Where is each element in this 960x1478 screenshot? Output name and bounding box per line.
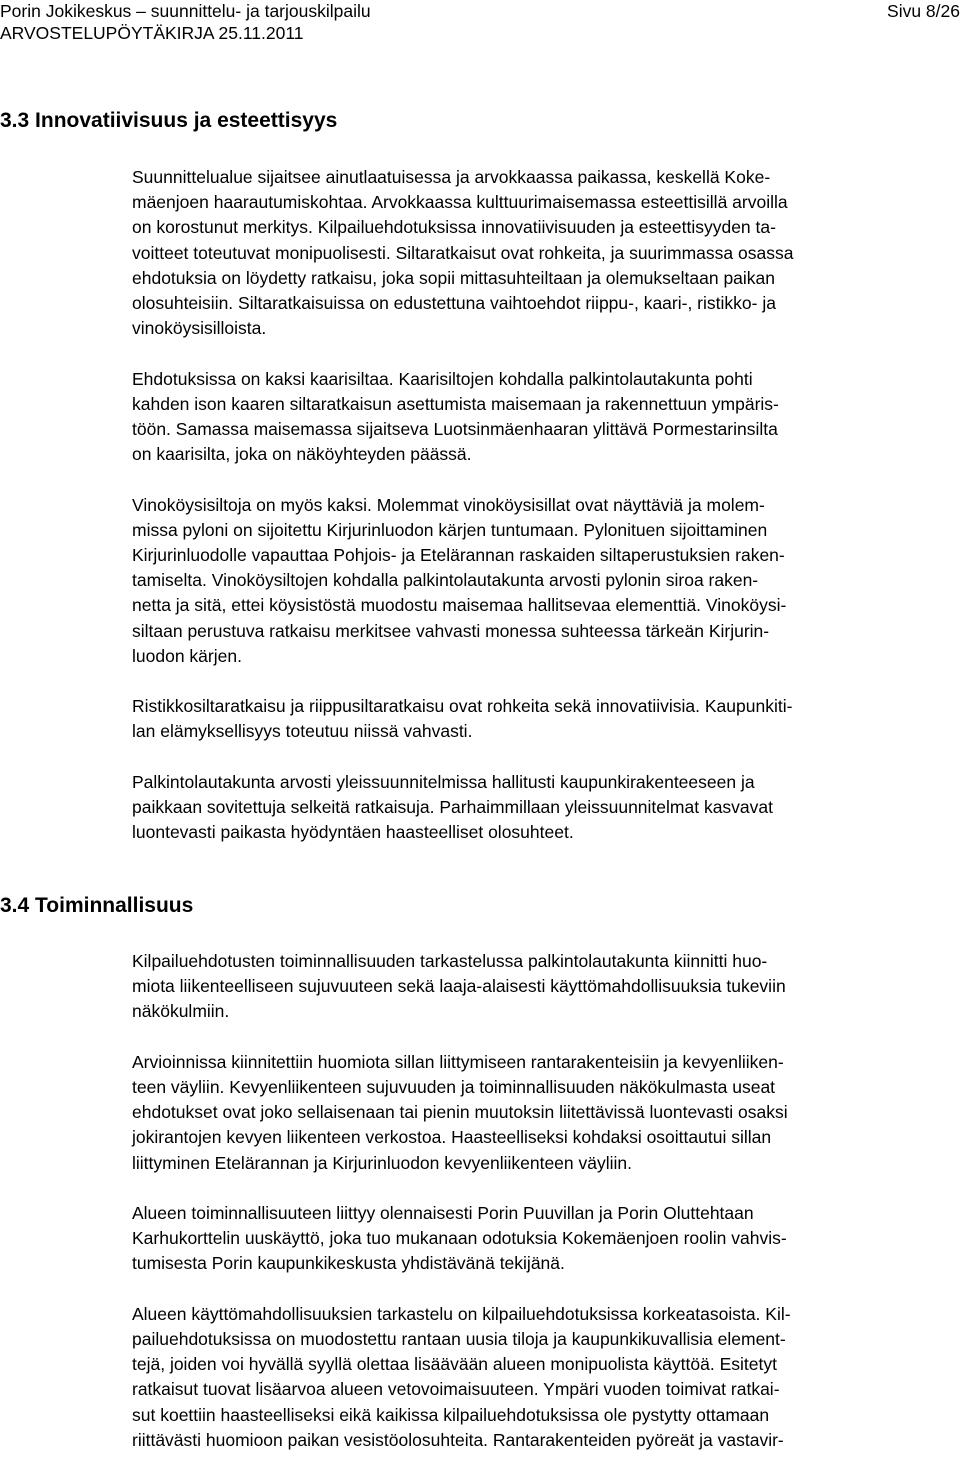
text-line: töön. Samassa maisemassa sijaitseva Luotsinmäenhaaran ylittävä Pormestarinsilta (132, 419, 778, 440)
text-line: Ristikkosiltaratkaisu ja riippusiltaratkaisu ovat rohkeita sekä innovatiivisia. Kaupunkiti- (132, 696, 793, 717)
header-line-1 (0, 0, 960, 22)
text-line: tejä, joiden voi hyvällä syyllä olettaa lisäävään alueen monipuolista käyttöä. Esitetyt (132, 1354, 777, 1375)
text-line: ratkaisut tuovat lisäarvoa alueen vetovoimaisuuteen. Ympäri vuoden toimivat ratkai- (132, 1379, 780, 1400)
text-line: Alueen toiminnallisuuteen liittyy olennaisesti Porin Puuvillan ja Porin Oluttehtaan (132, 1203, 754, 1223)
text-line: pailuehdotuksissa on muodostettu rantaan uusia tiloja ja kaupunkikuvallisia element- (132, 1329, 786, 1349)
text-line: ehdotuksia on löydetty ratkaisu, joka sopii mittasuhteiltaan ja olemukseltaan paikan (132, 267, 776, 288)
text-line: Karhukorttelin uuskäyttö, joka tuo mukanaan odotuksia Kokemäenjoen roolin vahvis- (132, 1228, 787, 1249)
text-line: teen väyliin. Kevyenliikenteen sujuvuuden ja toiminnallisuuden näkökulmasta useat (132, 1077, 776, 1097)
document-subtitle: ARVOSTELUPÖYTÄKIRJA 25.11.2011 (0, 23, 304, 43)
text-line: mäenjoen haarautumiskohtaa. Arvokkaassa kulttuurimaisemassa esteettisillä arvoilla (132, 192, 788, 213)
paragraph (132, 367, 960, 468)
text-line: lan elämyksellisyys toteutuu niissä vahvasti. (132, 721, 473, 742)
text-line: olosuhteisiin. Siltaratkaisuissa on edustettuna vaihtoehdot riippu-, kaari-, ristikko- ja (132, 293, 776, 314)
text-line: on kaarisilta, joka on näköyhteyden päässä. (132, 444, 472, 465)
text-line: Arvioinnissa kiinnitettiin huomiota sillan liittymiseen rantarakenteisiin ja kevyenliiken- (132, 1051, 784, 1072)
text-line: sut koettiin haasteelliseksi eikä kaikissa kilpailuehdotuksissa ole pystytty ottamaan (132, 1404, 770, 1425)
text-line: vinoköysisilloista. (132, 318, 267, 339)
section-heading-3-3: 3.3 Innovatiivisuus ja esteettisyys (0, 109, 338, 132)
text-line: Kirjurinluodolle vapauttaa Pohjois- ja Etelärannan raskaiden siltaperustuksien raken- (132, 545, 785, 566)
section-heading-3-4: 3.4 Toiminnallisuus (0, 894, 194, 917)
text-line: paikkaan sovitettuja selkeitä ratkaisuja. Parhaimmillaan yleissuunnitelmat kasvavat (132, 797, 774, 818)
paragraph (132, 165, 960, 341)
text-line: riittävästi huomioon paikan vesistöolosuhteita. Rantarakenteiden pyöreät ja vastavir- (132, 1429, 784, 1450)
text-line: ehdotukset ovat joko sellaisenaan tai pienin muutoksin liitettävissä luontevasti osaksi (132, 1102, 788, 1123)
header-line-2 (0, 22, 960, 44)
paragraph (132, 1302, 960, 1453)
paragraph (132, 493, 960, 669)
text-line: näkökulmiin. (132, 1001, 230, 1022)
text-line: luontevasti paikasta hyödyntäen haasteelliset olosuhteet. (132, 822, 574, 843)
text-line: Alueen käyttömahdollisuuksien tarkastelu on kilpailuehdotuksissa korkeatasoista. Kil- (132, 1303, 791, 1324)
text-line: Ehdotuksissa on kaksi kaarisiltaa. Kaarisiltojen kohdalla palkintolautakunta pohti (132, 368, 753, 389)
text-line: netta ja sitä, ettei köysistöstä muodostu maisemaa hallitsevaa elementtiä. Vinoköysi- (132, 595, 787, 616)
document-title: Porin Jokikeskus – suunnittelu- ja tarjouskilpailu (0, 1, 371, 21)
page-number: Sivu 8/26 (887, 1, 960, 21)
text-line: Vinoköysisiltoja on myös kaksi. Molemmat vinoköysisillat ovat näyttäviä ja molem- (132, 494, 765, 515)
text-line: voitteet toteutuvat monipuolisesti. Siltaratkaisut ovat rohkeita, ja suurimmassa osassa (132, 242, 794, 263)
text-line: tumisesta Porin kaupunkikeskusta yhdistävänä tekijänä. (132, 1253, 565, 1274)
text-line: kahden ison kaaren siltaratkaisun asettumista maisemaan ja rakennettuun ympäris- (132, 393, 779, 414)
text-line: miota liikenteelliseen sujuvuuteen sekä laaja-alaisesti käyttömahdollisuuksia tukeviin (132, 976, 786, 997)
text-line: on korostunut merkitys. Kilpailuehdotuksissa innovatiivisuuden ja esteettisyyden ta- (132, 217, 776, 238)
paragraph (132, 694, 960, 744)
paragraph (132, 949, 960, 1025)
text-line: siltaan perustuva ratkaisu merkitsee vahvasti monessa suhteessa tärkeän Kirjurin- (132, 620, 770, 641)
section-body-3-4 (132, 949, 960, 1478)
paragraph (132, 770, 960, 846)
page-header (0, 0, 960, 44)
text-line: jokirantojen kevyen liikenteen verkostoa. Haasteelliseksi kohdaksi osoittautui sillan (132, 1127, 772, 1148)
section-body-3-3 (132, 165, 960, 871)
paragraph (132, 1050, 960, 1176)
text-line: liittyminen Etelärannan ja Kirjurinluodon kevyenliikenteen väyliin. (132, 1152, 632, 1173)
text-line: Palkintolautakunta arvosti yleissuunnitelmissa hallitusti kaupunkirakenteeseen ja (132, 771, 755, 792)
text-line: luodon kärjen. (132, 645, 242, 666)
text-line: Kilpailuehdotusten toiminnallisuuden tarkastelussa palkintolautakunta kiinnitti huo- (132, 951, 768, 971)
text-line: Suunnittelualue sijaitsee ainutlaatuisessa ja arvokkaassa paikassa, keskellä Koke- (132, 167, 771, 187)
text-line: tamiselta. Vinoköysiltojen kohdalla palkintolautakunta arvosti pylonin siroa raken- (132, 570, 759, 591)
paragraph (132, 1201, 960, 1277)
text-line: missa pyloni on sijoitettu Kirjurinluodon kärjen tuntumaan. Pylonituen sijoittaminen (132, 519, 768, 540)
